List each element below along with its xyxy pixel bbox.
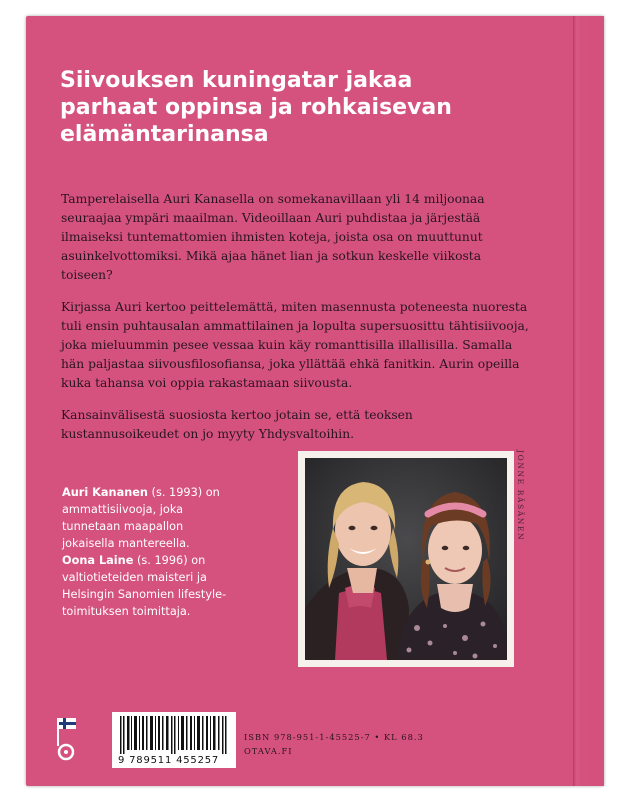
author-1-bio-line-2: ammattisiivooja, joka <box>62 503 184 516</box>
isbn-line: ISBN 978-951-1-45525-7 • KL 68.3 <box>244 732 424 742</box>
photo-credit <box>514 450 528 570</box>
barcode <box>112 712 236 768</box>
isbn-block <box>244 730 424 758</box>
headline-line-1: Siivouksen kuningatar jakaa <box>60 68 413 93</box>
author-photo <box>298 451 514 667</box>
author-2-bio-line-4: toimituksen toimittaja. <box>62 605 191 618</box>
headline-line-2: parhaat oppinsa ja rohkaisevan <box>60 95 452 120</box>
description <box>61 190 529 457</box>
author-1-bio-line-4: jokaisella mantereella. <box>62 537 190 550</box>
photo-credit-text: JONNE RÄSÄNEN <box>516 450 525 542</box>
author-1-bio-line-1: (s. 1993) on <box>147 486 220 499</box>
barcode-icon <box>112 712 236 754</box>
author-1-name: Auri Kananen <box>62 486 148 499</box>
author-photo-image <box>305 458 507 660</box>
author-2-bio-line-2: valtiotieteiden maisteri ja <box>62 571 207 584</box>
barcode-number: 9 789511 455257 <box>118 755 220 766</box>
author-1-bio <box>62 484 272 552</box>
author-bios <box>62 484 272 620</box>
description-paragraph-1: Tamperelaisella Auri Kanasella on somekanavillaan yli 14 miljoonaa seuraajaa ympäri maailman. Videoillaan Auri puhdistaa ja järjestää ilmaiseksi tuntemattomien ihmisten koteja, joista osa on muuttunut asuinkelvottomiksi. Mikä ajaa hänet lian ja sotkun keskelle viikosta toiseen? <box>61 192 485 282</box>
description-paragraph-2: Kirjassa Auri kertoo peittelemättä, miten masennusta poteneesta nuoresta tuli ensin puhtausalan ammattilainen ja lopulta supersuosittu tähtisiivooja, joka mieluummin pesee vessaa kuin käy romanttisilla illallisilla. Samalla hän paljastaa siivousfilosofiansa, joka yllättää ehkä fanitkin. Aurin opeilla kuka tahansa voi oppia rakastamaan siivousta. <box>61 300 529 390</box>
author-2-bio-line-1: (s. 1996) on <box>133 554 206 567</box>
author-2-bio-line-3: Helsingin Sanomien lifestyle- <box>62 588 227 601</box>
author-2-name: Oona Laine <box>62 554 134 567</box>
otava-key-flag-icon <box>56 716 86 764</box>
description-paragraph-3: Kansainvälisestä suosiosta kertoo jotain se, että teoksen kustannusoikeudet on jo myyty Yhdysvaltoihin. <box>61 408 413 441</box>
author-1-bio-line-3: tunnetaan maapallon <box>62 520 184 533</box>
publisher-url: OTAVA.FI <box>244 746 293 756</box>
book-spine <box>573 16 604 786</box>
headline <box>60 67 520 148</box>
headline-line-3: elämäntarinansa <box>60 122 269 147</box>
author-2-bio <box>62 552 272 620</box>
